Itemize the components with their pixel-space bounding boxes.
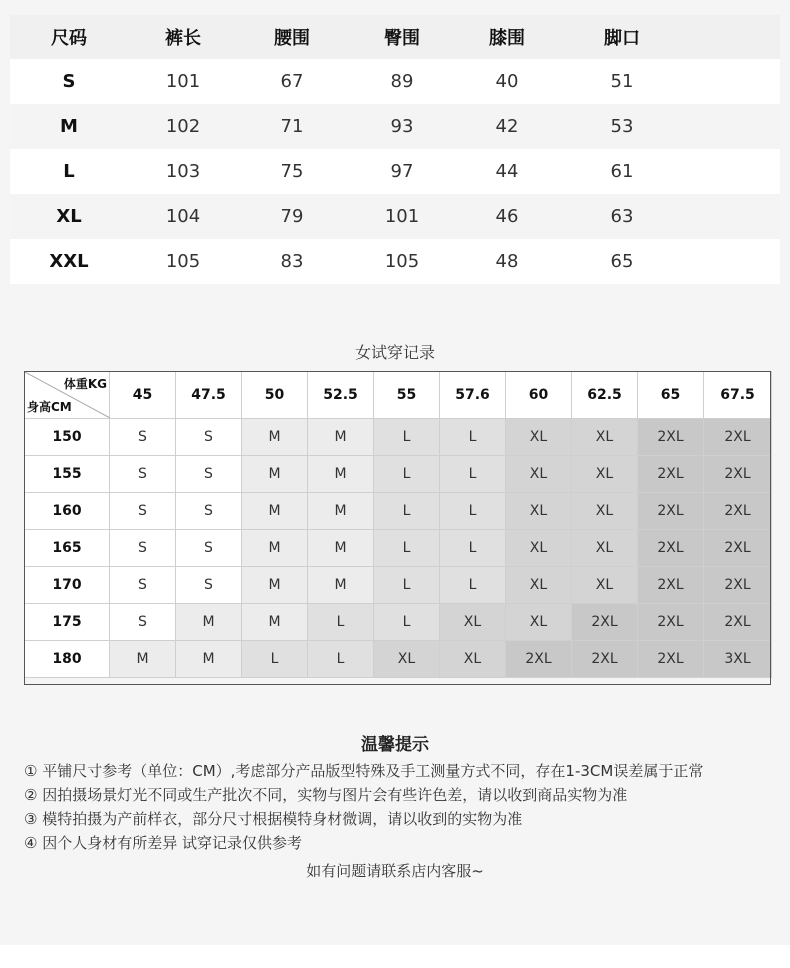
size-cell: 79	[280, 206, 304, 227]
trial-size-cell: S	[176, 567, 242, 604]
size-cell: 71	[280, 116, 304, 137]
tips-list	[24, 760, 784, 856]
size-cell: S	[62, 71, 76, 92]
weight-header-cell: 62.5	[572, 372, 638, 419]
header-cell: 臀围	[384, 28, 420, 49]
size-row	[10, 59, 780, 104]
trial-size-cell: S	[110, 419, 176, 456]
weight-header-cell: 67.5	[704, 372, 772, 419]
trial-row	[25, 456, 772, 493]
size-cell: 65	[610, 251, 634, 272]
trial-size-cell: S	[176, 456, 242, 493]
trial-row	[25, 530, 772, 567]
trial-size-cell: M	[176, 604, 242, 641]
size-cell: XL	[56, 206, 82, 227]
trial-header-row	[25, 372, 772, 419]
size-cell: 40	[495, 71, 519, 92]
tip-item: ① 平铺尺寸参考（单位：CM）,考虑部分产品版型特殊及手工测量方式不同，存在1-3CM误差属于正常	[24, 762, 704, 780]
trial-size-cell: 2XL	[704, 456, 772, 493]
size-cell: 63	[610, 206, 634, 227]
trial-size-cell: L	[374, 530, 440, 567]
size-cell: 104	[165, 206, 201, 227]
weight-header-cell: 47.5	[176, 372, 242, 419]
trial-title: 女试穿记录	[354, 343, 435, 362]
trial-size-cell: 2XL	[638, 419, 704, 456]
trial-size-cell: 2XL	[638, 493, 704, 530]
trial-size-cell: M	[242, 530, 308, 567]
header-cell: 膝围	[489, 28, 525, 49]
height-header-cell: 160	[25, 493, 110, 530]
height-header-cell: 150	[25, 419, 110, 456]
size-cell: 42	[495, 116, 519, 137]
trial-size-cell: 2XL	[704, 419, 772, 456]
trial-size-cell: XL	[572, 419, 638, 456]
size-cell: 93	[390, 116, 414, 137]
trial-size-cell: L	[308, 604, 374, 641]
trial-size-cell: 2XL	[704, 493, 772, 530]
trial-size-cell: S	[110, 530, 176, 567]
trial-row	[25, 641, 772, 678]
weight-header-cell: 60	[506, 372, 572, 419]
size-cell: 97	[390, 161, 414, 182]
trial-size-cell: M	[308, 493, 374, 530]
contact-note: 如有问题请联系店内客服~	[306, 862, 484, 880]
size-cell: 105	[165, 251, 201, 272]
size-cell: XXL	[49, 251, 89, 272]
trial-size-cell: 2XL	[704, 604, 772, 641]
size-cell: 103	[165, 161, 201, 182]
trial-size-cell: XL	[506, 530, 572, 567]
trial-size-cell: L	[374, 419, 440, 456]
trial-size-cell: 2XL	[506, 641, 572, 678]
size-cell: 61	[610, 161, 634, 182]
trial-size-cell: XL	[374, 641, 440, 678]
trial-body	[25, 419, 772, 678]
trial-size-cell: S	[110, 567, 176, 604]
size-cell: 105	[384, 251, 420, 272]
trial-size-cell: L	[440, 493, 506, 530]
trial-size-cell: M	[242, 567, 308, 604]
weight-header-cell: 65	[638, 372, 704, 419]
trial-size-cell: 2XL	[704, 567, 772, 604]
trial-row	[25, 604, 772, 641]
trial-row	[25, 419, 772, 456]
size-cell: 83	[280, 251, 304, 272]
trial-size-cell: XL	[572, 567, 638, 604]
trial-size-cell: L	[374, 567, 440, 604]
trial-size-cell: XL	[440, 604, 506, 641]
size-row	[10, 104, 780, 149]
trial-table	[24, 371, 772, 678]
trial-size-cell: M	[176, 641, 242, 678]
trial-size-cell: M	[308, 530, 374, 567]
trial-row	[25, 493, 772, 530]
trial-size-cell: 2XL	[638, 641, 704, 678]
weight-header-cell: 57.6	[440, 372, 506, 419]
trial-size-cell: XL	[506, 567, 572, 604]
trial-size-cell: 2XL	[638, 567, 704, 604]
size-cell: 67	[280, 71, 304, 92]
height-header-cell: 180	[25, 641, 110, 678]
trial-size-cell: L	[440, 530, 506, 567]
tip-item: ③ 模特拍摄为产前样衣，部分尺寸根据模特身材微调，请以收到的实物为准	[24, 810, 523, 828]
size-table-header	[10, 15, 780, 59]
trial-size-cell: S	[110, 456, 176, 493]
tip-item: ④ 因个人身材有所差异 试穿记录仅供参考	[24, 834, 302, 852]
trial-corner-cell	[25, 372, 110, 419]
header-cell: 脚口	[604, 28, 640, 49]
trial-size-cell: S	[176, 530, 242, 567]
size-cell: M	[60, 116, 78, 137]
height-header-cell: 170	[25, 567, 110, 604]
trial-size-cell: 3XL	[704, 641, 772, 678]
trial-size-cell: M	[242, 604, 308, 641]
trial-size-cell: M	[242, 493, 308, 530]
trial-size-cell: XL	[506, 419, 572, 456]
trial-size-cell: XL	[572, 456, 638, 493]
trial-size-cell: 2XL	[572, 641, 638, 678]
size-cell: 89	[390, 71, 414, 92]
trial-size-cell: S	[110, 493, 176, 530]
size-cell: L	[63, 161, 75, 182]
trial-size-cell: L	[440, 419, 506, 456]
tip-item: ② 因拍摄场景灯光不同或生产批次不同，实物与图片会有些许色差，请以收到商品实物为准	[24, 786, 628, 804]
trial-size-cell: L	[440, 567, 506, 604]
trial-size-cell: XL	[572, 493, 638, 530]
weight-header-cell: 52.5	[308, 372, 374, 419]
trial-row	[25, 567, 772, 604]
trial-size-cell: M	[110, 641, 176, 678]
size-cell: 101	[384, 206, 420, 227]
trial-size-cell: XL	[506, 493, 572, 530]
trial-size-cell: L	[242, 641, 308, 678]
trial-size-cell: 2XL	[638, 604, 704, 641]
size-cell: 51	[610, 71, 634, 92]
size-cell: 102	[165, 116, 201, 137]
size-row	[10, 149, 780, 194]
header-cell: 尺码	[51, 28, 87, 49]
header-cell: 裤长	[165, 28, 201, 49]
trial-size-cell: 2XL	[572, 604, 638, 641]
trial-size-cell: M	[308, 456, 374, 493]
size-cell: 48	[495, 251, 519, 272]
trial-size-cell: L	[374, 456, 440, 493]
trial-size-cell: L	[374, 493, 440, 530]
trial-size-cell: L	[308, 641, 374, 678]
height-axis-label: 身高CM	[27, 400, 72, 414]
size-row	[10, 194, 780, 239]
size-cell: 44	[495, 161, 519, 182]
height-header-cell: 155	[25, 456, 110, 493]
trial-size-cell: S	[110, 604, 176, 641]
height-header-cell: 175	[25, 604, 110, 641]
weight-header-cell: 45	[110, 372, 176, 419]
size-cell: 101	[165, 71, 201, 92]
trial-size-cell: L	[374, 604, 440, 641]
size-table	[10, 15, 780, 284]
tips-title: 温馨提示	[361, 735, 429, 755]
weight-header-cell: 55	[374, 372, 440, 419]
trial-size-cell: XL	[572, 530, 638, 567]
weight-axis-label: 体重KG	[63, 377, 107, 391]
trial-size-cell: M	[308, 567, 374, 604]
height-header-cell: 165	[25, 530, 110, 567]
trial-size-cell: 2XL	[638, 456, 704, 493]
trial-size-cell: L	[440, 456, 506, 493]
size-cell: 75	[280, 161, 304, 182]
trial-size-cell: M	[242, 419, 308, 456]
weight-header-cell: 50	[242, 372, 308, 419]
trial-size-cell: S	[176, 493, 242, 530]
trial-size-cell: M	[242, 456, 308, 493]
trial-size-cell: XL	[506, 604, 572, 641]
trial-size-cell: 2XL	[638, 530, 704, 567]
trial-size-cell: XL	[506, 456, 572, 493]
trial-size-cell: XL	[440, 641, 506, 678]
trial-size-cell: 2XL	[704, 530, 772, 567]
size-cell: 53	[610, 116, 634, 137]
size-row	[10, 239, 780, 284]
trial-size-cell: S	[176, 419, 242, 456]
trial-size-cell: M	[308, 419, 374, 456]
size-cell: 46	[495, 206, 519, 227]
header-cell: 腰围	[274, 28, 310, 49]
